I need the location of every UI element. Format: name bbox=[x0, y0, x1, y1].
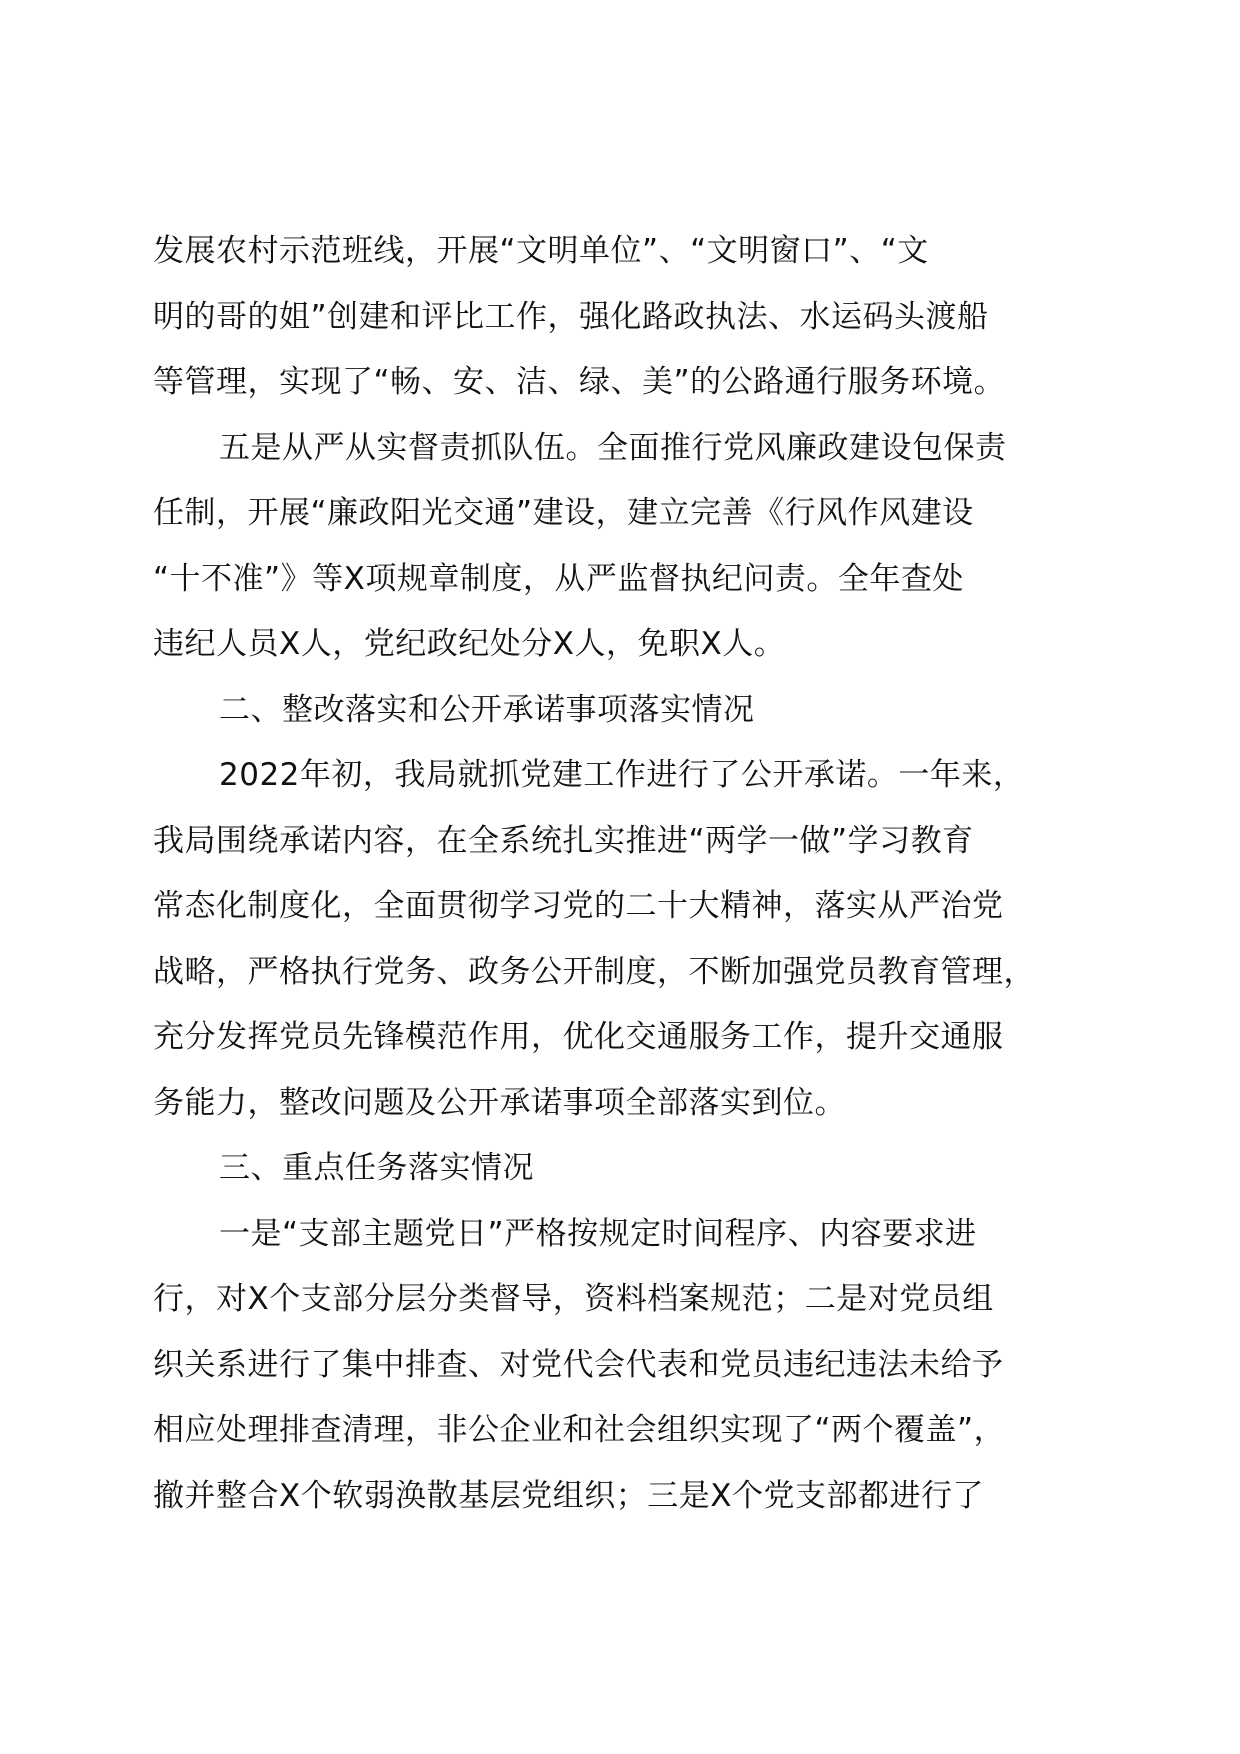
text-line: 明的哥的姐”创建和评比工作，强化路政执法、水运码头渡船 bbox=[153, 298, 989, 335]
text-line: 发展农村示范班线，开展“文明单位”、“文明窗口”、“文 bbox=[153, 233, 929, 269]
document-body bbox=[153, 219, 1093, 1529]
text-line: 战略，严格执行党务、政务公开制度，不断加强党员教育管理， bbox=[153, 953, 1035, 990]
text-line: 相应处理排查清理，非公企业和社会组织实现了“两个覆盖”， bbox=[153, 1412, 1006, 1448]
text-line: 2022年初，我局就抓党建工作进行了公开承诺。一年来， bbox=[219, 757, 1025, 793]
text-line: 撤并整合X个软弱涣散基层党组织；三是X个党支部都进行了 bbox=[153, 1477, 984, 1514]
text-line: 充分发挥党员先锋模范作用，优化交通服务工作，提升交通服 bbox=[153, 1019, 1004, 1055]
text-line: 行，对X个支部分层分类督导，资料档案规范；二是对党员组 bbox=[153, 1281, 994, 1317]
text-line: 一是“支部主题党日”严格按规定时间程序、内容要求进 bbox=[219, 1215, 977, 1252]
text-line: 常态化制度化，全面贯彻学习党的二十大精神，落实从严治党 bbox=[153, 888, 1004, 924]
text-line: 我局围绕承诺内容，在全系统扎实推进“两学一做”学习教育 bbox=[153, 822, 974, 859]
text-line: 三、重点任务落实情况 bbox=[219, 1150, 534, 1186]
text-line: “十不准”》等X项规章制度，从严监督执纪问责。全年查处 bbox=[153, 560, 964, 597]
text-line: 任制，开展“廉政阳光交通”建设，建立完善《行风作风建设 bbox=[153, 495, 974, 531]
text-line: 五是从严从实督责抓队伍。全面推行党风廉政建设包保责 bbox=[219, 429, 1007, 466]
text-line: 织关系进行了集中排查、对党代会代表和党员违纪违法未给予 bbox=[153, 1346, 1004, 1383]
text-line: 等管理，实现了“畅、安、洁、绿、美”的公路通行服务环境。 bbox=[153, 364, 1006, 400]
text-line: 务能力，整改问题及公开承诺事项全部落实到位。 bbox=[153, 1084, 846, 1121]
text-line: 二、整改落实和公开承诺事项落实情况 bbox=[219, 691, 755, 728]
text-line: 违纪人员X人，党纪政纪处分X人，免职X人。 bbox=[153, 626, 786, 662]
